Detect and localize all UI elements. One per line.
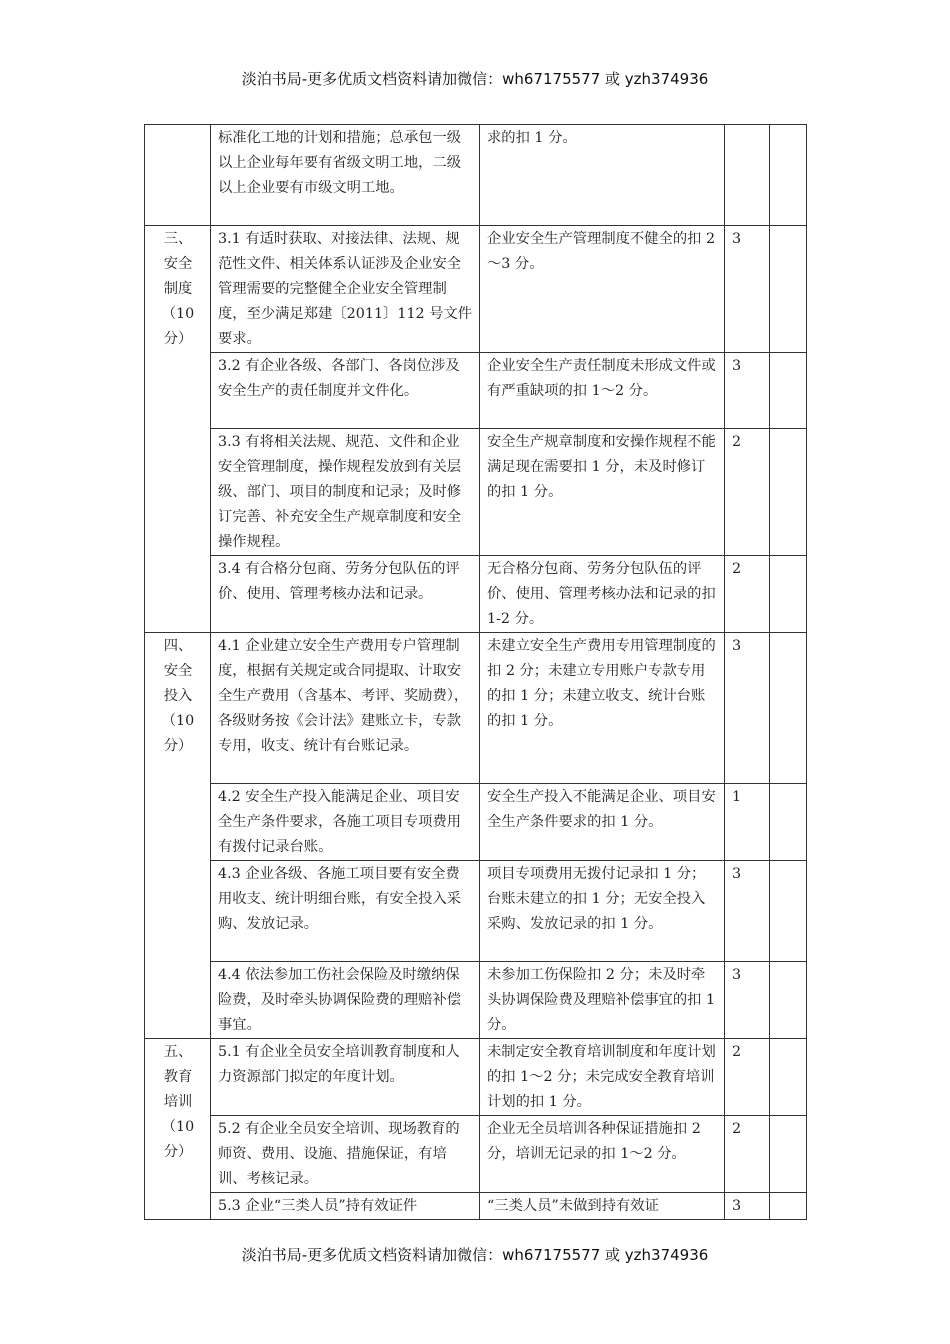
item-cell: 4.1 企业建立安全生产费用专户管理制度，根据有关规定或合同提取、计取安全生产费用（含基本、考评、奖励费），各级财务按《会计法》建账立卡，专款专用，收支、统计有台账记录。 xyxy=(211,633,480,784)
deduction-cell: “三类人员”未做到持有效证 xyxy=(480,1193,725,1220)
score-cell: 1 xyxy=(725,784,770,861)
category-cell xyxy=(145,125,211,226)
result-cell xyxy=(770,1193,807,1220)
footer-watermark: 淡泊书局-更多优质文档资料请加微信：wh67175577 或 yzh374936 xyxy=(241,1246,709,1264)
table-row xyxy=(145,962,807,1039)
item-cell: 3.1 有适时获取、对接法律、法规、规范性文件、相关体系认证涉及企业安全管理需要的完整健全企业安全管理制度，至少满足郑建〔2011〕112 号文件要求。 xyxy=(211,226,480,353)
category-line: 分） xyxy=(163,1144,193,1160)
category-line: （10 xyxy=(161,713,195,729)
result-cell xyxy=(770,226,807,353)
score-cell: 3 xyxy=(725,633,770,784)
safety-assessment-table xyxy=(144,124,807,1220)
category-line: 制度 xyxy=(163,281,193,297)
item-cell: 4.4 依法参加工伤社会保险及时缴纳保险费，及时牵头协调保险费的理赔补偿事宜。 xyxy=(211,962,480,1039)
result-cell xyxy=(770,784,807,861)
category-cell-safety-system xyxy=(145,226,211,633)
item-cell: 4.3 企业各级、各施工项目要有安全费用收支、统计明细台账，有安全投入采购、发放记录。 xyxy=(211,861,480,962)
score-cell: 3 xyxy=(725,226,770,353)
deduction-cell: 企业无全员培训各种保证措施扣 2 分，培训无记录的扣 1～2 分。 xyxy=(480,1116,725,1193)
category-line: （10 xyxy=(161,1119,195,1135)
result-cell xyxy=(770,1039,807,1116)
category-line: 分） xyxy=(163,738,193,754)
table-row xyxy=(145,125,807,226)
result-cell xyxy=(770,353,807,429)
item-cell: 3.3 有将相关法规、规范、文件和企业安全管理制度，操作规程发放到有关层级、部门、项目的制度和记录；及时修订完善、补充安全生产规章制度和安全操作规程。 xyxy=(211,429,480,556)
deduction-cell: 无合格分包商、劳务分包队伍的评价、使用、管理考核办法和记录的扣 1-2 分。 xyxy=(480,556,725,633)
table-row xyxy=(145,784,807,861)
item-cell: 3.2 有企业各级、各部门、各岗位涉及安全生产的责任制度并文件化。 xyxy=(211,353,480,429)
table-row xyxy=(145,1193,807,1220)
item-cell: 标准化工地的计划和措施；总承包一级以上企业每年要有省级文明工地，二级以上企业要有市级文明工地。 xyxy=(211,125,480,226)
score-cell: 2 xyxy=(725,1116,770,1193)
table-row xyxy=(145,1039,807,1116)
table-row xyxy=(145,1116,807,1193)
table-row xyxy=(145,226,807,353)
category-line: 四、 xyxy=(163,638,193,654)
item-cell: 5.3 企业“三类人员”持有效证件 xyxy=(211,1193,480,1220)
deduction-cell: 未制定安全教育培训制度和年度计划的扣 1～2 分；未完成安全教育培训计划的扣 1 分。 xyxy=(480,1039,725,1116)
result-cell xyxy=(770,633,807,784)
item-cell: 3.4 有合格分包商、劳务分包队伍的评价、使用、管理考核办法和记录。 xyxy=(211,556,480,633)
deduction-cell: 安全生产投入不能满足企业、项目安全生产条件要求的扣 1 分。 xyxy=(480,784,725,861)
deduction-cell: 未参加工伤保险扣 2 分；未及时牵头协调保险费及理赔补偿事宜的扣 1 分。 xyxy=(480,962,725,1039)
deduction-cell: 求的扣 1 分。 xyxy=(480,125,725,226)
category-line: 教育 xyxy=(163,1069,193,1085)
category-line: 投入 xyxy=(163,688,193,704)
item-cell: 4.2 安全生产投入能满足企业、项目安全生产条件要求，各施工项目专项费用有拨付记录台账。 xyxy=(211,784,480,861)
result-cell xyxy=(770,861,807,962)
table-row xyxy=(145,633,807,784)
header-watermark: 淡泊书局-更多优质文档资料请加微信：wh67175577 或 yzh374936 xyxy=(241,70,709,88)
category-line: 安全 xyxy=(163,663,193,679)
deduction-cell: 企业安全生产管理制度不健全的扣 2～3 分。 xyxy=(480,226,725,353)
score-cell: 2 xyxy=(725,429,770,556)
item-cell: 5.2 有企业全员安全培训、现场教育的师资、费用、设施、措施保证，有培训、考核记录。 xyxy=(211,1116,480,1193)
table-row xyxy=(145,429,807,556)
score-cell: 3 xyxy=(725,861,770,962)
category-line: 安全 xyxy=(163,256,193,272)
result-cell xyxy=(770,556,807,633)
table-row xyxy=(145,353,807,429)
result-cell xyxy=(770,962,807,1039)
category-line: （10 xyxy=(161,306,195,322)
score-cell xyxy=(725,125,770,226)
score-cell: 2 xyxy=(725,1039,770,1116)
deduction-cell: 安全生产规章制度和安操作规程不能满足现在需要扣 1 分，未及时修订的扣 1 分。 xyxy=(480,429,725,556)
score-cell: 3 xyxy=(725,1193,770,1220)
category-line: 培训 xyxy=(163,1094,193,1110)
score-cell: 2 xyxy=(725,556,770,633)
item-cell: 5.1 有企业全员安全培训教育制度和人力资源部门拟定的年度计划。 xyxy=(211,1039,480,1116)
result-cell xyxy=(770,125,807,226)
deduction-cell: 未建立安全生产费用专用管理制度的扣 2 分；未建立专用账户专款专用的扣 1 分；未建立收支、统计台账的扣 1 分。 xyxy=(480,633,725,784)
category-line: 五、 xyxy=(163,1044,193,1060)
result-cell xyxy=(770,429,807,556)
category-line: 三、 xyxy=(163,231,193,247)
deduction-cell: 企业安全生产责任制度未形成文件或有严重缺项的扣 1～2 分。 xyxy=(480,353,725,429)
category-line: 分） xyxy=(163,331,193,347)
score-cell: 3 xyxy=(725,353,770,429)
category-cell-education-training xyxy=(145,1039,211,1220)
table-row xyxy=(145,556,807,633)
category-cell-safety-investment xyxy=(145,633,211,1039)
result-cell xyxy=(770,1116,807,1193)
score-cell: 3 xyxy=(725,962,770,1039)
table-row xyxy=(145,861,807,962)
deduction-cell: 项目专项费用无拨付记录扣 1 分；台账未建立的扣 1 分；无安全投入采购、发放记录的扣 1 分。 xyxy=(480,861,725,962)
